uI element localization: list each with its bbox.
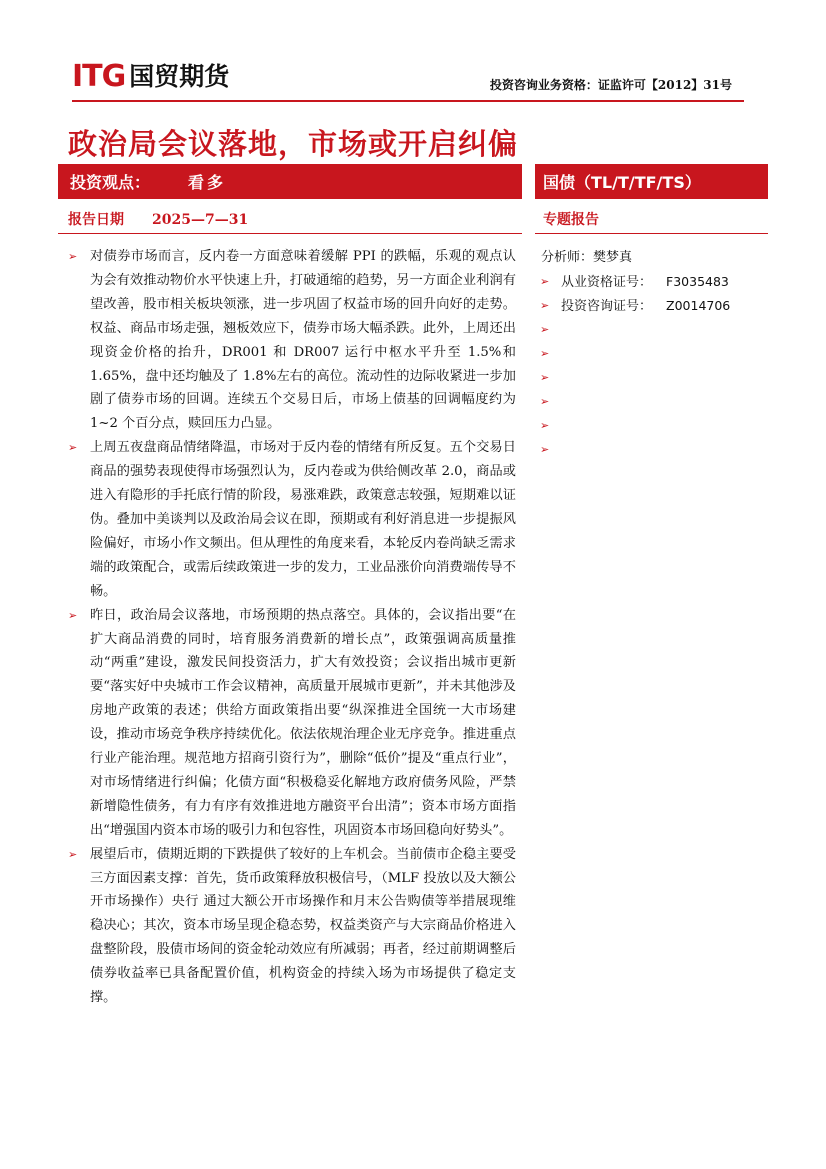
chevron-right-icon: ➢ (68, 250, 78, 263)
chevron-right-icon: ➢ (540, 299, 550, 312)
report-title: 政治局会议落地，市场或开启纠偏 (68, 127, 519, 161)
paragraph-text: 上周五夜盘商品情绪降温，市场对于反内卷的情绪有所反复。五个交易日商品的强势表现使得市场强烈认为，反内卷或为供给侧改革 2.0，商品或进入有隐形的手托底行情的阶段，易涨难跌，政策意志较强，短期难以证伪。叠加中美谈判以及政治局会议在即，预期或有利好消息进一步提振风险偏好，市场小作文频出。但从理性的角度来看，本轮反内卷尚缺乏需求端的政策配合，或需后续政策进一步的发力，工业品涨价向消费端传导不畅。 (90, 440, 516, 599)
category-label: 国债（TL/T/TF/TS） (543, 173, 701, 192)
list-item (539, 366, 764, 390)
license-label: 投资咨询证号： (561, 299, 653, 314)
paragraph-1 (66, 245, 516, 436)
chevron-right-icon: ➢ (540, 323, 550, 336)
paragraph-text: 昨日，政治局会议落地，市场预期的热点落空。具体的，会议指出要“在扩大商品消费的同时，培育服务消费新的增长点”，政策强调高质量推动“两重”建设，激发民间投资活力，扩大有效投资；会议指出城市更新要“落实好中央城市工作会议精神，高质量开展城市更新”，并未其他涉及房地产政策的表述；供给方面政策指出要“纵深推进全国统一大市场建设，推动市场竞争秩序持续优化。依法依规治理企业无序竞争。推进重点行业产能治理。规范地方招商引资行为”，删除“低价”提及“重点行业”，对市场情绪进行纠偏；化债方面“积极稳妥化解地方政府债务风险，严禁新增隐性债务，有力有序有效推进地方融资平台出清”；资本市场方面指出“增强国内资本市场的吸引力和包容性，巩固资本市场回稳向好势头”。 (90, 607, 516, 838)
analyst-name: 分析师：樊梦真 (541, 250, 633, 265)
license-number: Z0014706 (666, 298, 731, 313)
report-date-value: 2025—7—31 (152, 212, 249, 228)
license-label: 从业资格证号： (561, 275, 653, 290)
license-number: F3035483 (666, 274, 729, 289)
main-content (66, 245, 516, 1010)
empty-bullet-list (539, 366, 764, 462)
paragraph-text: 展望后市，债期近期的下跌提供了较好的上车机会。当前债市企稳主要受三方面因素支撑：首先，货币政策释放积极信号，（MLF 投放以及大额公开市场操作）央行 通过大额公开市场操作和月末公告购债等举措展现维稳决心；其次，资本市场呈现企稳态势，权益类资产与大宗商品价格进入盘整阶段，股债市场间的资金轮动效应有所减弱；再者，经过前期调整后债券收益率已具备配置价值，机构资金的持续入场为市场提供了稳定支撑。 (90, 846, 516, 1006)
list-item (539, 414, 764, 438)
list-item (539, 390, 764, 414)
paragraph-4 (66, 843, 516, 1010)
chevron-right-icon: ➢ (540, 419, 550, 432)
chevron-right-icon: ➢ (68, 441, 78, 455)
company-logo (72, 59, 230, 94)
right-divider (535, 233, 768, 234)
chevron-right-icon: ➢ (540, 443, 550, 456)
category-bar (535, 164, 768, 199)
logo-latin: ITG (72, 59, 126, 94)
list-item (539, 294, 764, 318)
chevron-right-icon: ➢ (68, 608, 78, 622)
list-item (539, 342, 764, 366)
chevron-right-icon: ➢ (540, 371, 550, 384)
chevron-right-icon: ➢ (540, 275, 550, 288)
paragraph-text: 对债券市场而言，反内卷一方面意味着缓解 PPI 的跌幅，乐观的观点认为会有效推动物价水平快速上升，打破通缩的趋势，另一方面企业利润有望改善，股市相关板块领涨，进一步巩固了权益市场的回升向好的走势。权益、商品市场走强，翘板效应下，债券市场大幅杀跌。此外，上周还出现资金价格的抬升，DR001 和 DR007 运行中枢水平升至 1.5%和 1.65%，盘中还均触及了 1.8%左右的高位。流动性的边际收紧进一步加剧了债券市场的回调。连续五个交易日后，市场上债基的回调幅度约为 1~2 个百分点，赎回压力凸显。 (90, 249, 516, 432)
report-date (68, 209, 248, 229)
logo-chinese: 国贸期货 (129, 62, 230, 91)
qualification-text: 投资咨询业务资格：证监许可【2012】31号 (489, 78, 732, 92)
list-item (539, 270, 764, 294)
paragraph-2 (66, 436, 516, 603)
list-item (539, 438, 764, 462)
chevron-right-icon: ➢ (540, 347, 550, 360)
header-divider (72, 100, 744, 102)
opinion-label: 投资观点： (70, 173, 151, 192)
analyst-info-list (539, 270, 764, 366)
left-divider (58, 233, 522, 234)
list-item (539, 318, 764, 342)
paragraph-3 (66, 604, 516, 843)
opinion-value: 看多 (188, 173, 227, 192)
opinion-bar (58, 164, 522, 199)
chevron-right-icon: ➢ (68, 847, 78, 861)
report-type: 专题报告 (543, 212, 599, 228)
report-date-label: 报告日期 (68, 212, 124, 228)
chevron-right-icon: ➢ (540, 395, 550, 408)
